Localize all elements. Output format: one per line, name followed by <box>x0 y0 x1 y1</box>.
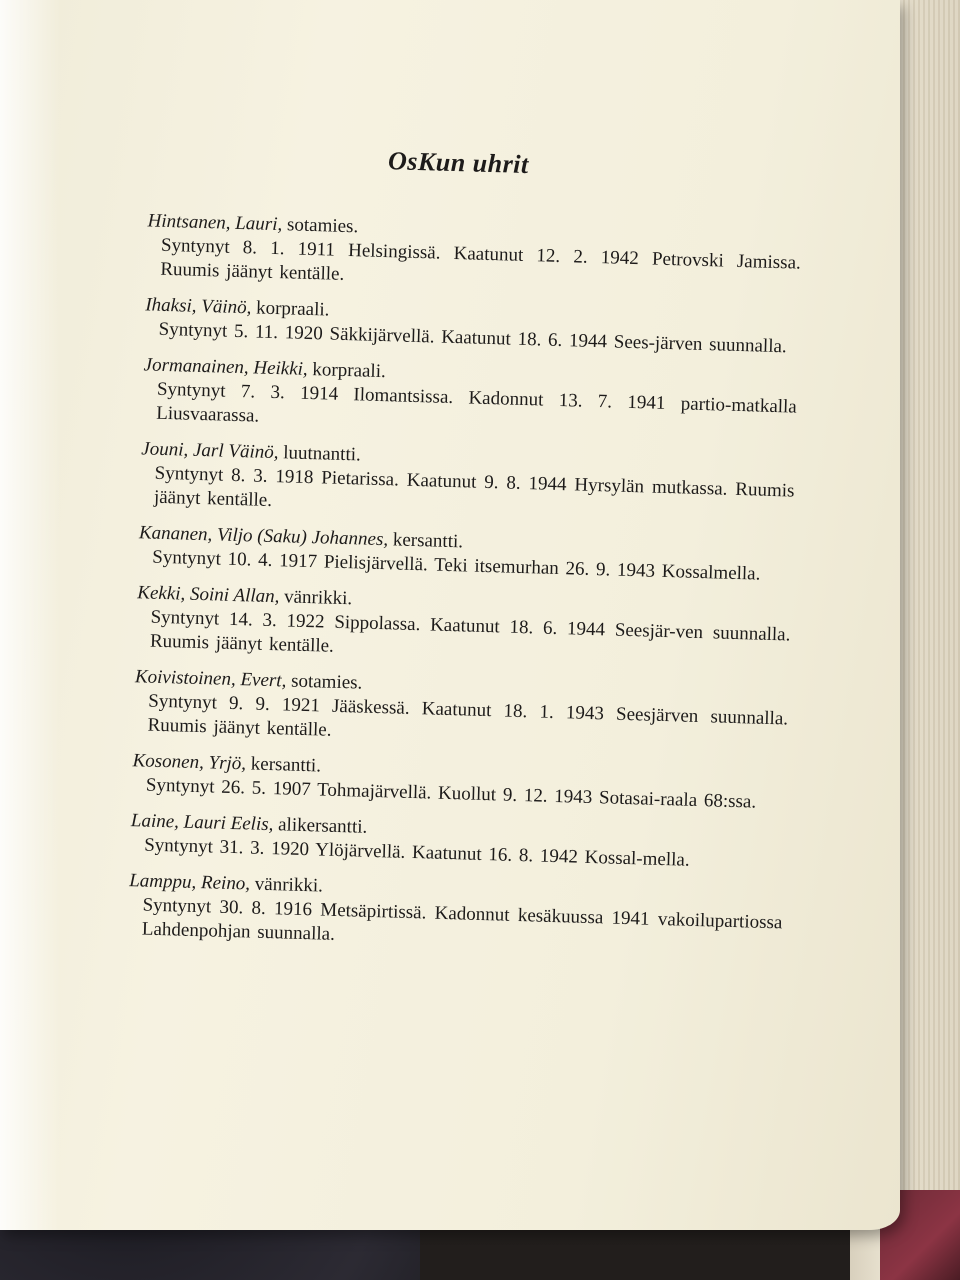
list-item <box>92 292 799 360</box>
entry-name: Jormanainen, Heikki, <box>143 354 309 380</box>
entry-name: Koivistoinen, Evert, <box>134 666 287 692</box>
entry-name: Hintsanen, Lauri, <box>147 210 283 236</box>
entry-rank: vänrikki. <box>283 586 353 610</box>
entry-text: Syntynyt 26. 5. 1907 Tohmajärvellä. Kuollut 9. 12. 1943 Sotasai-raala 68:ssa. <box>145 774 757 813</box>
entry-text: Syntynyt 14. 3. 1922 Sippolassa. Kaatunut 18. 6. 1944 Seesjär-ven suunnalla. Ruumis jäänyt kentälle. <box>149 606 791 657</box>
entry-rank: alikersantti. <box>277 814 368 838</box>
page-title: OsKun uhrit <box>387 146 530 180</box>
entry-name: Ihaksi, Väinö, <box>145 294 252 319</box>
entry-text: Syntynyt 9. 9. 1921 Jääskessä. Kaatunut 18. 1. 1943 Seesjärven suunnalla. Ruumis jäänyt kentälle. <box>147 690 789 741</box>
list-item <box>80 748 787 816</box>
entry-name: Jouni, Jarl Väinö, <box>141 438 279 464</box>
list-item <box>86 520 793 588</box>
entry-rank: korpraali. <box>312 359 387 383</box>
entry-rank: kersantti. <box>392 529 464 553</box>
entry-name: Laine, Lauri Eelis, <box>130 810 274 836</box>
entry-list <box>76 208 802 959</box>
entry-text: Syntynyt 8. 3. 1918 Pietarissa. Kaatunut 9. 8. 1944 Hyrsylän mutkassa. Ruumis jäänyt kentälle. <box>153 462 795 511</box>
list-item <box>94 208 802 300</box>
entry-text: Syntynyt 10. 4. 1917 Pielisjärvellä. Teki itsemurhan 26. 9. 1943 Kossalmella. <box>152 546 761 585</box>
entry-rank: sotamies. <box>286 214 359 238</box>
entry-name: Kosonen, Yrjö, <box>132 750 247 775</box>
entry-rank: vänrikki. <box>254 873 324 897</box>
entry-name: Lamppu, Reino, <box>128 870 251 895</box>
list-item <box>78 808 785 876</box>
entry-text: Syntynyt 5. 11. 1920 Säkkijärvellä. Kaatunut 18. 6. 1944 Sees-järven suunnalla. <box>158 318 787 358</box>
list-item <box>76 868 784 960</box>
list-item <box>84 580 792 672</box>
entry-rank: korpraali. <box>255 297 330 321</box>
page-content <box>75 138 803 971</box>
list-item <box>90 352 798 444</box>
entry-text: Syntynyt 30. 8. 1916 Metsäpirtissä. Kadonnut kesäkuussa 1941 vakoilupartiossa Lahdenpohjan suunnalla. <box>141 894 783 945</box>
entry-rank: luutnantti. <box>282 442 362 466</box>
list-item <box>81 664 789 756</box>
list-item <box>88 436 796 528</box>
entry-text: Syntynyt 7. 3. 1914 Ilomantsissa. Kadonnut 13. 7. 1941 partio-matkalla Liusvaarassa. <box>156 378 798 427</box>
entry-rank: kersantti. <box>250 753 322 777</box>
entry-text: Syntynyt 31. 3. 1920 Ylöjärvellä. Kaatunut 16. 8. 1942 Kossal-mella. <box>143 834 690 871</box>
entry-text: Syntynyt 8. 1. 1911 Helsingissä. Kaatunut 12. 2. 1942 Petrovski Jamissa. Ruumis jäänyt kentälle. <box>160 234 802 285</box>
entry-name: Kananen, Viljo (Saku) Johannes, <box>138 522 389 551</box>
entry-rank: sotamies. <box>290 670 363 694</box>
entry-name: Kekki, Soini Allan, <box>137 582 280 608</box>
